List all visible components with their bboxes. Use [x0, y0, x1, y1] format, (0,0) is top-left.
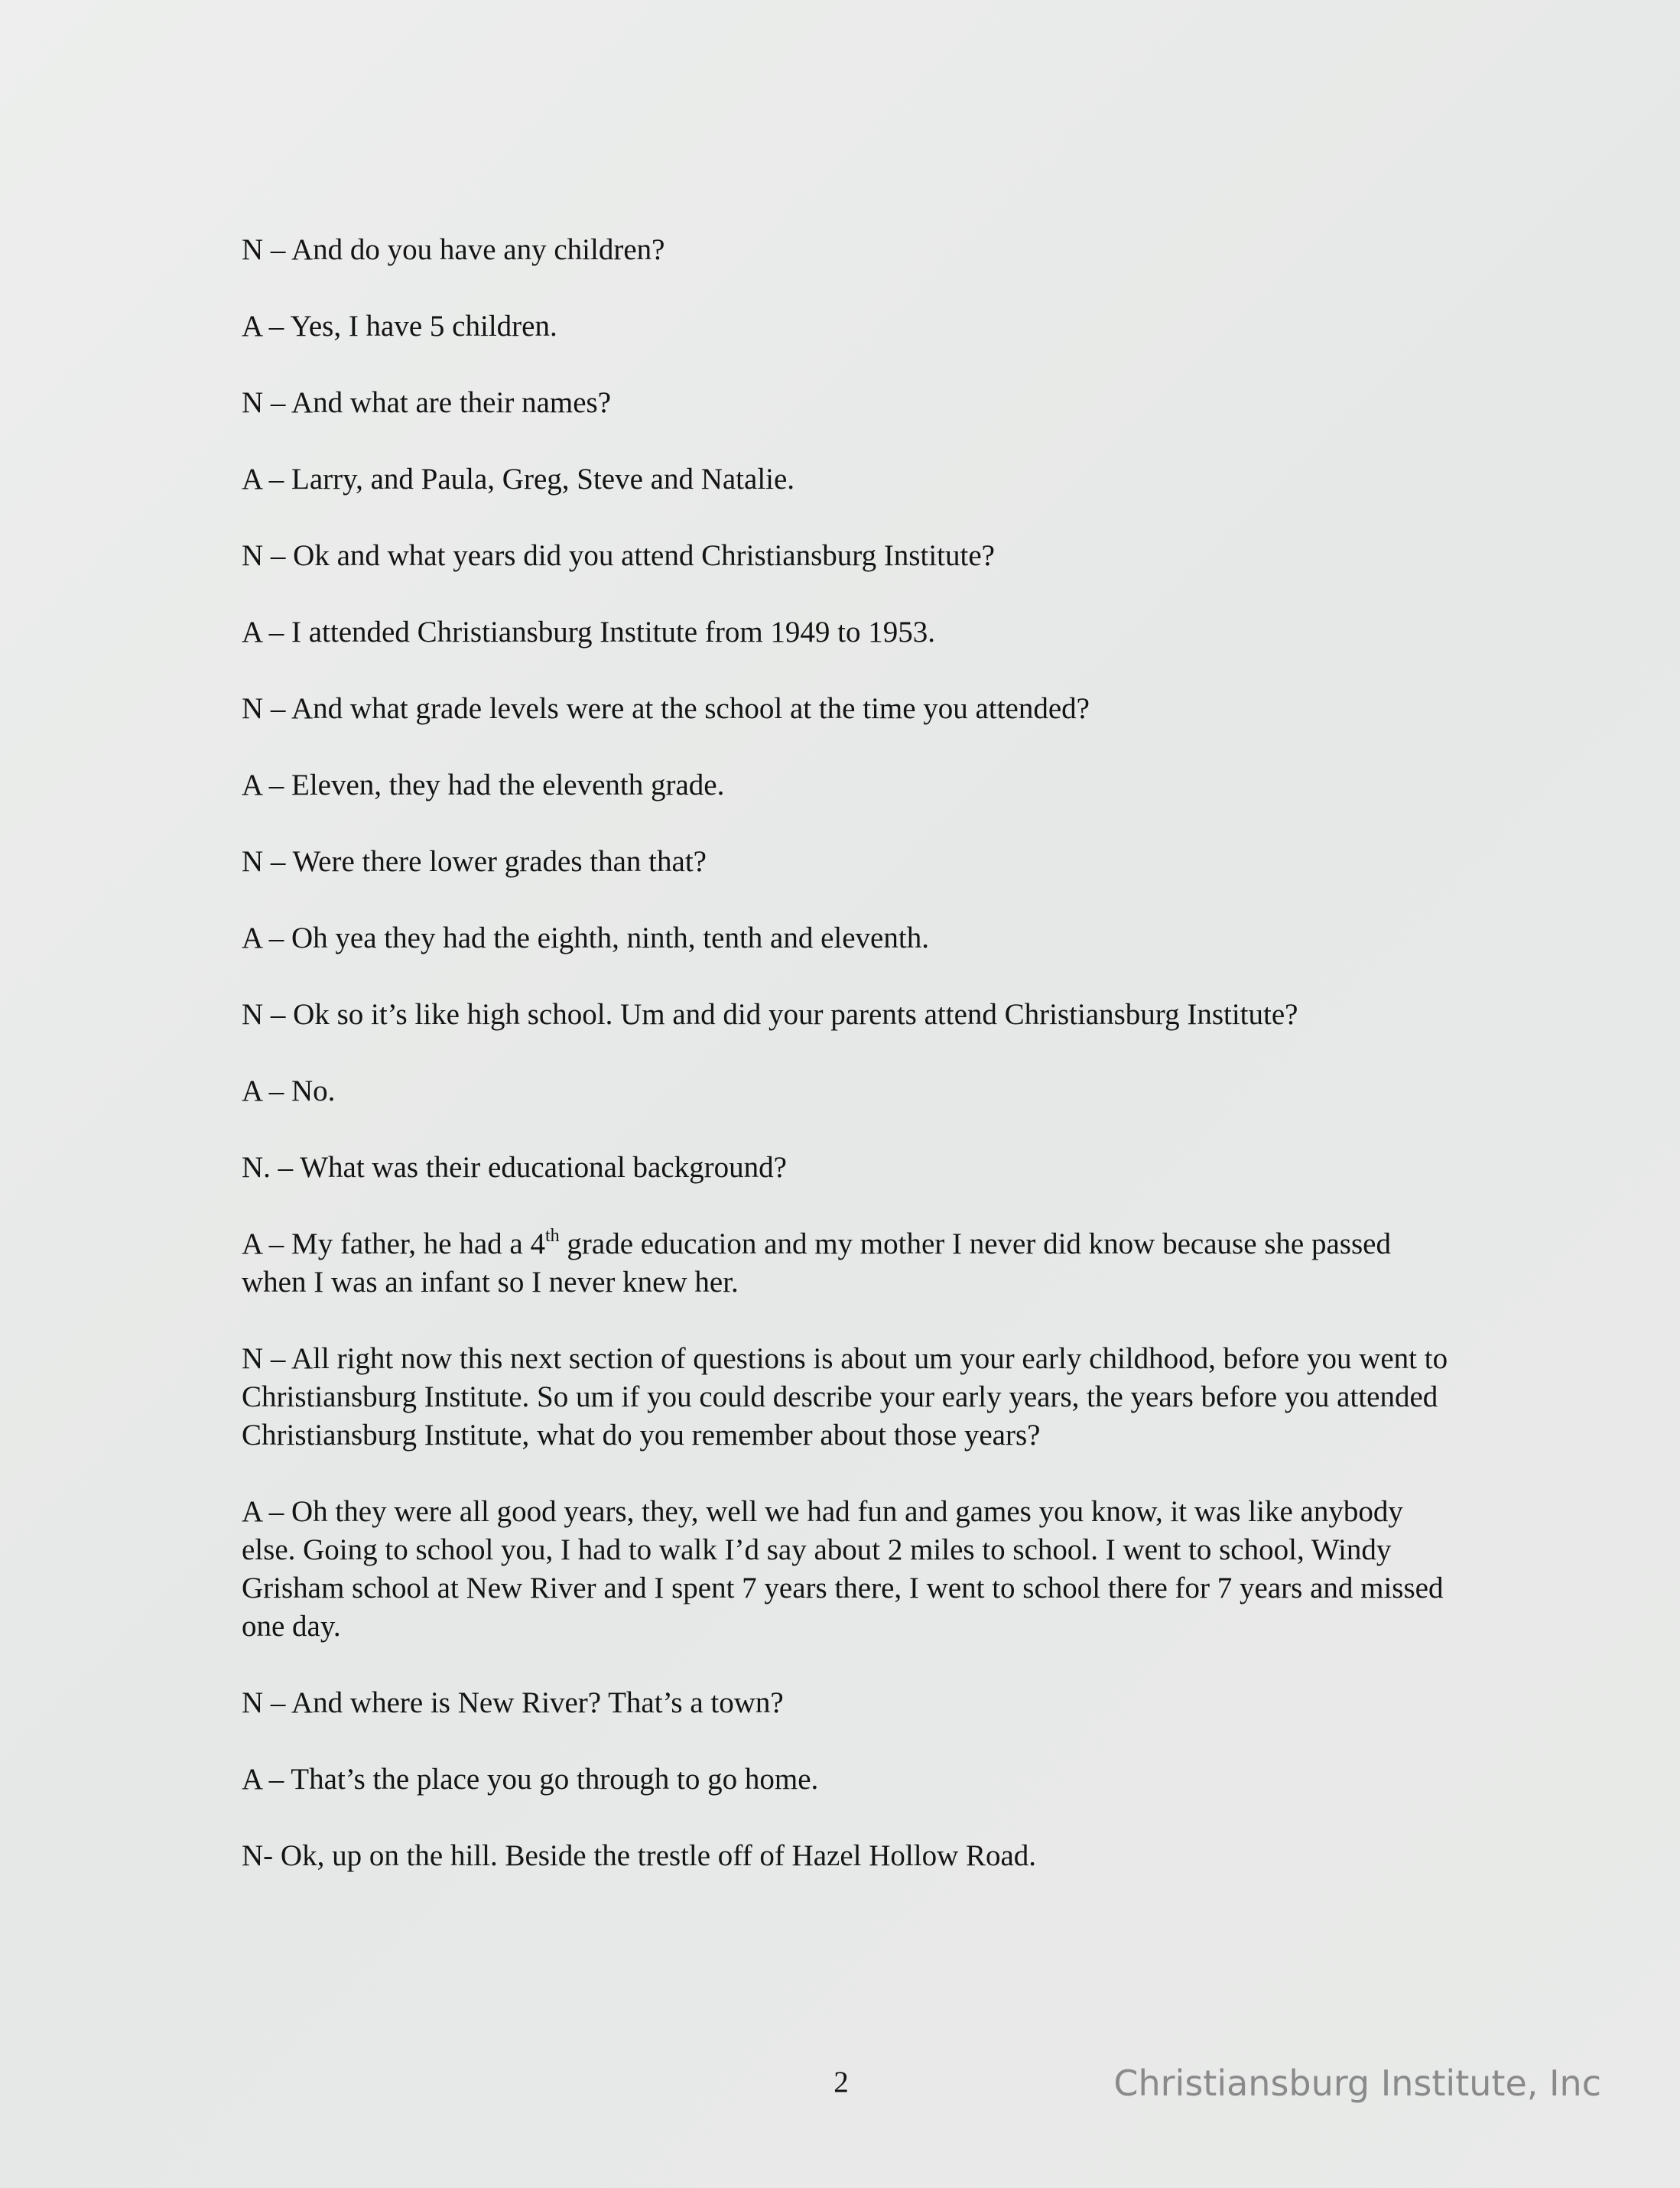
transcript-paragraph: N – And do you have any children? — [242, 233, 665, 266]
transcript-paragraph-father — [242, 1225, 1450, 1302]
transcript-paragraph: N. – What was their educational background? — [242, 1151, 787, 1184]
watermark-text: Christiansburg Institute, Inc — [1113, 2063, 1601, 2104]
transcript-paragraph: N – And where is New River? That’s a town? — [242, 1686, 784, 1719]
ordinal-superscript: th — [545, 1226, 560, 1246]
transcript-paragraph: N – And what are their names? — [242, 386, 612, 419]
father-text-end: grade education and my mother I never did know because she passed when I was an infant so I never knew her. — [242, 1227, 1391, 1299]
transcript-paragraph: N – Were there lower grades than that? — [242, 845, 707, 878]
transcript-paragraph: A – I attended Christiansburg Institute from 1949 to 1953. — [242, 616, 936, 649]
page-number: 2 — [834, 2066, 849, 2099]
transcript-paragraph: A – Yes, I have 5 children. — [242, 310, 557, 343]
transcript-body — [242, 231, 1450, 1913]
father-text-start: A – My father, he had a 4 — [242, 1227, 545, 1260]
transcript-paragraph: A – Larry, and Paula, Greg, Steve and Natalie. — [242, 463, 795, 496]
transcript-paragraph: A – Oh they were all good years, they, well we had fun and games you know, it was like anybody else. Going to school you, I had to walk I’d say about 2 miles to school. I went to school, Windy Grisham school at New River and I spent 7 years there, I went to school there for 7 years and missed one day. — [242, 1495, 1444, 1643]
transcript-paragraph: N – All right now this next section of questions is about um your early childhood, before you went to Christiansburg Institute. So um if you could describe your early years, the years before you attended Christiansburg Institute, what do you remember about those years? — [242, 1342, 1448, 1452]
transcript-paragraph: N – And what grade levels were at the school at the time you attended? — [242, 692, 1090, 725]
transcript-paragraph: A – Oh yea they had the eighth, ninth, tenth and eleventh. — [242, 922, 929, 954]
transcript-paragraph: A – No. — [242, 1074, 336, 1107]
transcript-paragraph: A – That’s the place you go through to go home. — [242, 1763, 819, 1796]
transcript-paragraph: N- Ok, up on the hill. Beside the trestle off of Hazel Hollow Road. — [242, 1839, 1037, 1872]
transcript-paragraph: N – Ok so it’s like high school. Um and did your parents attend Christiansburg Institute? — [242, 998, 1298, 1031]
transcript-paragraph: N – Ok and what years did you attend Christiansburg Institute? — [242, 539, 995, 572]
transcript-paragraph: A – Eleven, they had the eleventh grade. — [242, 769, 725, 801]
